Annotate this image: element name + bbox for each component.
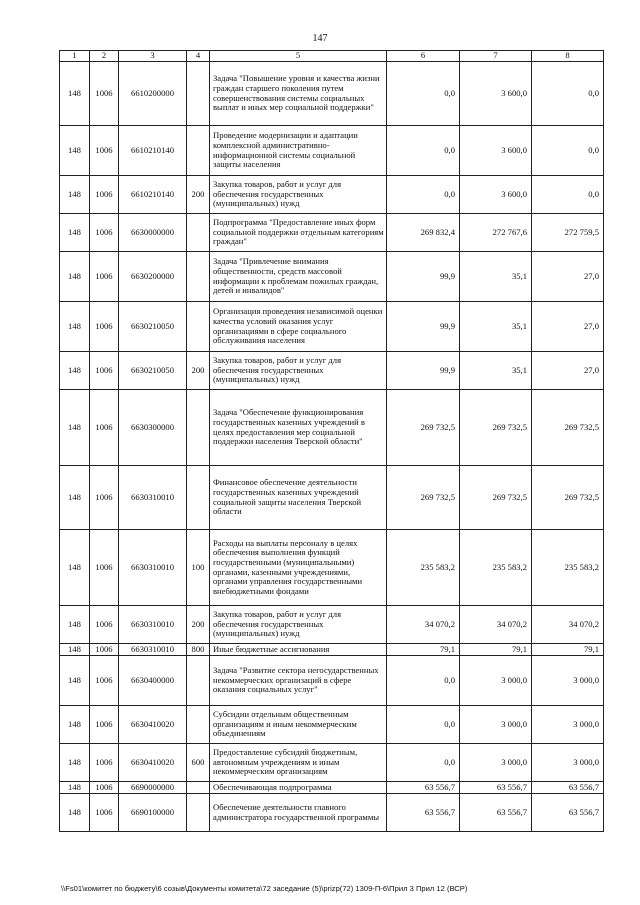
- amount-col8-cell: 0,0: [532, 62, 604, 126]
- column-header: 8: [532, 51, 604, 62]
- expense-type-cell: [187, 706, 210, 744]
- amount-col6-cell: 34 070,2: [387, 606, 460, 644]
- amount-col7-cell: 35,1: [460, 302, 532, 352]
- amount-col7-cell: 35,1: [460, 252, 532, 302]
- tree-code-cell: 148: [60, 706, 90, 744]
- amount-col8-cell: 27,0: [532, 302, 604, 352]
- expense-type-cell: [187, 126, 210, 176]
- target-article-cell: 6630300000: [119, 390, 187, 466]
- item-name-cell: Субсидии отдельным общественным организациям и иным некоммерческим объединениям: [210, 706, 387, 744]
- target-article-cell: 6630200000: [119, 252, 187, 302]
- amount-col7-cell: 235 583,2: [460, 530, 532, 606]
- item-name-cell: Организация проведения независимой оценки качества условий оказания услуг организациями в сфере социального обслуживания населения: [210, 302, 387, 352]
- amount-col6-cell: 269 732,5: [387, 390, 460, 466]
- section-code-cell: 1006: [90, 706, 119, 744]
- table-row: [60, 794, 604, 832]
- item-name-cell: Закупка товаров, работ и услуг для обеспечения государственных (муниципальных) нужд: [210, 606, 387, 644]
- table-row: [60, 126, 604, 176]
- item-name-cell: Закупка товаров, работ и услуг для обеспечения государственных (муниципальных) нужд: [210, 352, 387, 390]
- target-article-cell: 6630310010: [119, 644, 187, 656]
- section-code-cell: 1006: [90, 176, 119, 214]
- table-row: [60, 390, 604, 466]
- expense-type-cell: [187, 656, 210, 706]
- table-row: [60, 744, 604, 782]
- item-name-cell: Иные бюджетные ассигнования: [210, 644, 387, 656]
- table-row: [60, 656, 604, 706]
- expense-type-cell: 200: [187, 352, 210, 390]
- section-code-cell: 1006: [90, 466, 119, 530]
- amount-col8-cell: 0,0: [532, 176, 604, 214]
- tree-code-cell: 148: [60, 466, 90, 530]
- item-name-cell: Закупка товаров, работ и услуг для обеспечения государственных (муниципальных) нужд: [210, 176, 387, 214]
- amount-col7-cell: 269 732,5: [460, 466, 532, 530]
- tree-code-cell: 148: [60, 214, 90, 252]
- amount-col7-cell: 34 070,2: [460, 606, 532, 644]
- expense-type-cell: 200: [187, 606, 210, 644]
- amount-col6-cell: 63 556,7: [387, 794, 460, 832]
- amount-col6-cell: 0,0: [387, 62, 460, 126]
- amount-col6-cell: 63 556,7: [387, 782, 460, 794]
- target-article-cell: 6630210050: [119, 302, 187, 352]
- amount-col8-cell: 34 070,2: [532, 606, 604, 644]
- expense-type-cell: [187, 302, 210, 352]
- amount-col7-cell: 3 000,0: [460, 656, 532, 706]
- tree-code-cell: 148: [60, 606, 90, 644]
- expense-type-cell: 800: [187, 644, 210, 656]
- item-name-cell: Задача "Обеспечение функционирования государственных казенных учреждений в целях предоставления мер социальной поддержки населения Тверской области": [210, 390, 387, 466]
- amount-col8-cell: 0,0: [532, 126, 604, 176]
- table-row: [60, 176, 604, 214]
- table-row: [60, 252, 604, 302]
- amount-col7-cell: 3 000,0: [460, 744, 532, 782]
- item-name-cell: Обеспечивающая подпрограмма: [210, 782, 387, 794]
- item-name-cell: Расходы на выплаты персоналу в целях обеспечения выполнения функций государственными (муниципальными) органами, казенными учреждениями, органами управления государственными внебюджетными фондами: [210, 530, 387, 606]
- amount-col7-cell: 63 556,7: [460, 782, 532, 794]
- amount-col6-cell: 0,0: [387, 656, 460, 706]
- amount-col8-cell: 79,1: [532, 644, 604, 656]
- amount-col8-cell: 269 732,5: [532, 466, 604, 530]
- table-row: [60, 644, 604, 656]
- expense-type-cell: 100: [187, 530, 210, 606]
- amount-col6-cell: 269 832,4: [387, 214, 460, 252]
- expense-type-cell: [187, 782, 210, 794]
- section-code-cell: 1006: [90, 744, 119, 782]
- target-article-cell: 6610200000: [119, 62, 187, 126]
- table-row: [60, 352, 604, 390]
- column-header: 5: [210, 51, 387, 62]
- expense-type-cell: [187, 390, 210, 466]
- expense-type-cell: 200: [187, 176, 210, 214]
- footer-file-path: \\Fs01\комитет по бюджету\6 созыв\Документы комитета\72 заседание (5)\prizp(72) 1309-П-6\Прил 3 Прил 12 (ВСР): [61, 884, 468, 893]
- amount-col6-cell: 0,0: [387, 706, 460, 744]
- tree-code-cell: 148: [60, 656, 90, 706]
- target-article-cell: 6630410020: [119, 744, 187, 782]
- target-article-cell: 6630310010: [119, 530, 187, 606]
- page-number: 147: [312, 33, 328, 44]
- amount-col6-cell: 99,9: [387, 302, 460, 352]
- amount-col7-cell: 269 732,5: [460, 390, 532, 466]
- section-code-cell: 1006: [90, 656, 119, 706]
- amount-col6-cell: 0,0: [387, 176, 460, 214]
- item-name-cell: Обеспечение деятельности главного администратора государственной программы: [210, 794, 387, 832]
- section-code-cell: 1006: [90, 782, 119, 794]
- column-header: 2: [90, 51, 119, 62]
- amount-col6-cell: 99,9: [387, 252, 460, 302]
- section-code-cell: 1006: [90, 352, 119, 390]
- section-code-cell: 1006: [90, 390, 119, 466]
- expense-type-cell: [187, 466, 210, 530]
- item-name-cell: Финансовое обеспечение деятельности государственных казенных учреждений социальной защиты населения Тверской области: [210, 466, 387, 530]
- amount-col6-cell: 0,0: [387, 126, 460, 176]
- tree-code-cell: 148: [60, 644, 90, 656]
- target-article-cell: 6690000000: [119, 782, 187, 794]
- table-row: [60, 606, 604, 644]
- column-header: 7: [460, 51, 532, 62]
- table-row: [60, 530, 604, 606]
- amount-col8-cell: 272 759,5: [532, 214, 604, 252]
- target-article-cell: 6630310010: [119, 466, 187, 530]
- tree-code-cell: 148: [60, 530, 90, 606]
- column-number-row: [60, 51, 604, 62]
- amount-col6-cell: 99,9: [387, 352, 460, 390]
- section-code-cell: 1006: [90, 62, 119, 126]
- section-code-cell: 1006: [90, 644, 119, 656]
- table-row: [60, 782, 604, 794]
- expense-type-cell: [187, 62, 210, 126]
- amount-col7-cell: 3 600,0: [460, 126, 532, 176]
- amount-col7-cell: 63 556,7: [460, 794, 532, 832]
- tree-code-cell: 148: [60, 794, 90, 832]
- target-article-cell: 6630400000: [119, 656, 187, 706]
- column-header: 6: [387, 51, 460, 62]
- tree-code-cell: 148: [60, 126, 90, 176]
- amount-col8-cell: 235 583,2: [532, 530, 604, 606]
- column-header: 4: [187, 51, 210, 62]
- item-name-cell: Подпрограмма "Предоставление иных форм социальной поддержки отдельным категориям граждан": [210, 214, 387, 252]
- expense-type-cell: [187, 214, 210, 252]
- amount-col8-cell: 63 556,7: [532, 794, 604, 832]
- section-code-cell: 1006: [90, 606, 119, 644]
- amount-col8-cell: 63 556,7: [532, 782, 604, 794]
- target-article-cell: 6690100000: [119, 794, 187, 832]
- tree-code-cell: 148: [60, 252, 90, 302]
- amount-col8-cell: 27,0: [532, 252, 604, 302]
- amount-col8-cell: 3 000,0: [532, 744, 604, 782]
- section-code-cell: 1006: [90, 794, 119, 832]
- target-article-cell: 6630210050: [119, 352, 187, 390]
- amount-col8-cell: 269 732,5: [532, 390, 604, 466]
- section-code-cell: 1006: [90, 126, 119, 176]
- tree-code-cell: 148: [60, 782, 90, 794]
- expense-type-cell: 600: [187, 744, 210, 782]
- table-row: [60, 706, 604, 744]
- column-header: 1: [60, 51, 90, 62]
- amount-col6-cell: 269 732,5: [387, 466, 460, 530]
- item-name-cell: Предоставление субсидий бюджетным, автономным учреждениям и иным некоммерческим организациям: [210, 744, 387, 782]
- table-row: [60, 302, 604, 352]
- amount-col6-cell: 0,0: [387, 744, 460, 782]
- target-article-cell: 6610210140: [119, 176, 187, 214]
- amount-col8-cell: 27,0: [532, 352, 604, 390]
- expense-type-cell: [187, 794, 210, 832]
- target-article-cell: 6610210140: [119, 126, 187, 176]
- amount-col7-cell: 3 600,0: [460, 62, 532, 126]
- amount-col8-cell: 3 000,0: [532, 706, 604, 744]
- tree-code-cell: 148: [60, 390, 90, 466]
- item-name-cell: Задача "Развитие сектора негосударственных некоммерческих организаций в сфере оказания социальных услуг": [210, 656, 387, 706]
- amount-col7-cell: 35,1: [460, 352, 532, 390]
- table-row: [60, 466, 604, 530]
- tree-code-cell: 148: [60, 352, 90, 390]
- target-article-cell: 6630410020: [119, 706, 187, 744]
- tree-code-cell: 148: [60, 744, 90, 782]
- item-name-cell: Задача "Повышение уровня и качества жизни граждан старшего поколения путем совершенствования системы социальных выплат и иных мер социальной поддержки": [210, 62, 387, 126]
- table-row: [60, 62, 604, 126]
- amount-col6-cell: 235 583,2: [387, 530, 460, 606]
- tree-code-cell: 148: [60, 176, 90, 214]
- budget-table: [59, 50, 604, 832]
- amount-col7-cell: 272 767,6: [460, 214, 532, 252]
- tree-code-cell: 148: [60, 62, 90, 126]
- item-name-cell: Задача "Привлечение внимания общественности, средств массовой информации к проблемам пожилых граждан, детей и инвалидов": [210, 252, 387, 302]
- item-name-cell: Проведение модернизации и адаптации комплексной административно-информационной системы социальной защиты населения: [210, 126, 387, 176]
- tree-code-cell: 148: [60, 302, 90, 352]
- amount-col8-cell: 3 000,0: [532, 656, 604, 706]
- amount-col6-cell: 79,1: [387, 644, 460, 656]
- amount-col7-cell: 3 600,0: [460, 176, 532, 214]
- amount-col7-cell: 3 000,0: [460, 706, 532, 744]
- table-row: [60, 214, 604, 252]
- section-code-cell: 1006: [90, 252, 119, 302]
- expense-type-cell: [187, 252, 210, 302]
- section-code-cell: 1006: [90, 214, 119, 252]
- section-code-cell: 1006: [90, 302, 119, 352]
- target-article-cell: 6630310010: [119, 606, 187, 644]
- amount-col7-cell: 79,1: [460, 644, 532, 656]
- column-header: 3: [119, 51, 187, 62]
- section-code-cell: 1006: [90, 530, 119, 606]
- target-article-cell: 6630000000: [119, 214, 187, 252]
